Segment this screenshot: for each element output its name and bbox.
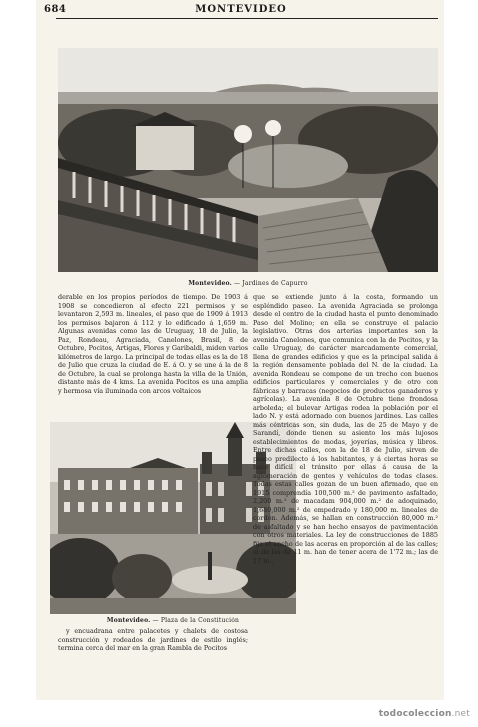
paragraph-avenues: que se extiende junto á la costa, formando un espléndido paseo. La avenida Agraciada se prolonga desde el centro de la ciudad hasta el punto denominado Paso del Molino; en ella se construye el palacio legislativo. Otras dos arterias importantes son la avenida Canelones, que comunica con la de Pocitos, y la calle Uruguay, de carácter marcadamente comercial, llena de grandes edificios y que es la principal salida á la región densamente poblada del N. de la ciudad. La avenida Rondeau se compone de un trecho con buenos edificios particulares y comerciales y de otro con fábricas y barracas (negocios de productos ganaderos y agrícolas). La avenida 8 de Octubre tiene frondosa arboleda; el bulevar Artigas rodea la población por el lado N. y está adornado con buenos jardines. Las calles más céntricas son, sin duda, las de 25 de Mayo y de Sarandí, donde tienen su asiento los más lujosos establecimientos de modas, joyerías, música y libros. Entre dichas calles, con la de 18 de Julio, sirven de paseo predilecto á los habitantes, y á ciertas horas se hace difícil el tránsito por ellas á causa de la aglomeración de gentes y vehículos de todas clases. Todas estas calles gozan de un buen afirmado, que en 1915 comprendía 100,500 m.² de pavimento asfaltado, 2,200 m.² de macadam 904,000 m.² de adoquinado, 1,680,000 m.² de empedrado y 180,000 m. lineales de cordón. Además, se hallan en construcción 80,000 m.² de asfaltado y se han hecho ensayos de pavimentación con otros materiales. La ley de construcciones de 1885 fija el ancho de las aceras en proporción al de las calles; el de las de 11 m. han de tener acera de 1'72 m.; las de 17 m.,: [253, 293, 438, 565]
caption-bottom: Montevideo. — Plaza de la Constitución: [106, 617, 240, 624]
page-number: 684: [44, 4, 67, 15]
text-column-right: [253, 293, 438, 655]
running-title: MONTEVIDEO: [195, 4, 287, 15]
caption-bottom-title: Plaza de la Constitución: [160, 617, 240, 624]
caption-top-place: Montevideo.: [188, 280, 232, 287]
watermark: [379, 709, 470, 719]
watermark-brand: todocoleccion: [378, 709, 452, 719]
paragraph-pocitos: y encuadrana entre palacetes y chalets de costosa construcción y rodeados de jardines de estilo inglés; termina cerca del mar en la gran Rambla de Pocitos: [58, 627, 248, 652]
header-rule: [56, 18, 438, 19]
text-column-left-lower: [58, 627, 248, 655]
text-column-left-upper: [58, 293, 248, 420]
caption-top-title: Jardines de Capurro: [242, 280, 308, 287]
caption-bottom-place: Montevideo.: [106, 617, 151, 624]
photo-jardines-de-capurro: [58, 48, 438, 272]
paragraph-streets: derable en los propios períodos de tiempo. De 1903 á 1908 se concedieron al efecto 221 permisos y se levantaron 2,593 m. lineales, el paso que de 1909 á 1913 los permisos bajaron á 112 y lo edificado á 1,659 m. Algunas avenidas como las de Uruguay, 18 de Julio, la Paz, Rondeau, Agraciada, Canelones, Brasil, 8 de Octubre, Pocitos, Artigas, Flores y Garibaldi, miden varios kilómetros de largo. La principal de todas ellas es la de 18 de Julio que cruza la ciudad de E. á O. y se une á la de 8 de Octubre, la cual se prolonga hasta la villa de la Unión, distante más de 4 kms. La avenida Pocitos es una amplia y hermosa vía iluminada con arcos voltaicos: [58, 293, 248, 395]
watermark-domain: .net: [451, 709, 470, 719]
caption-top: Montevideo. — Jardines de Capurro: [188, 280, 308, 287]
gardens-photo-illustration: [58, 48, 438, 272]
